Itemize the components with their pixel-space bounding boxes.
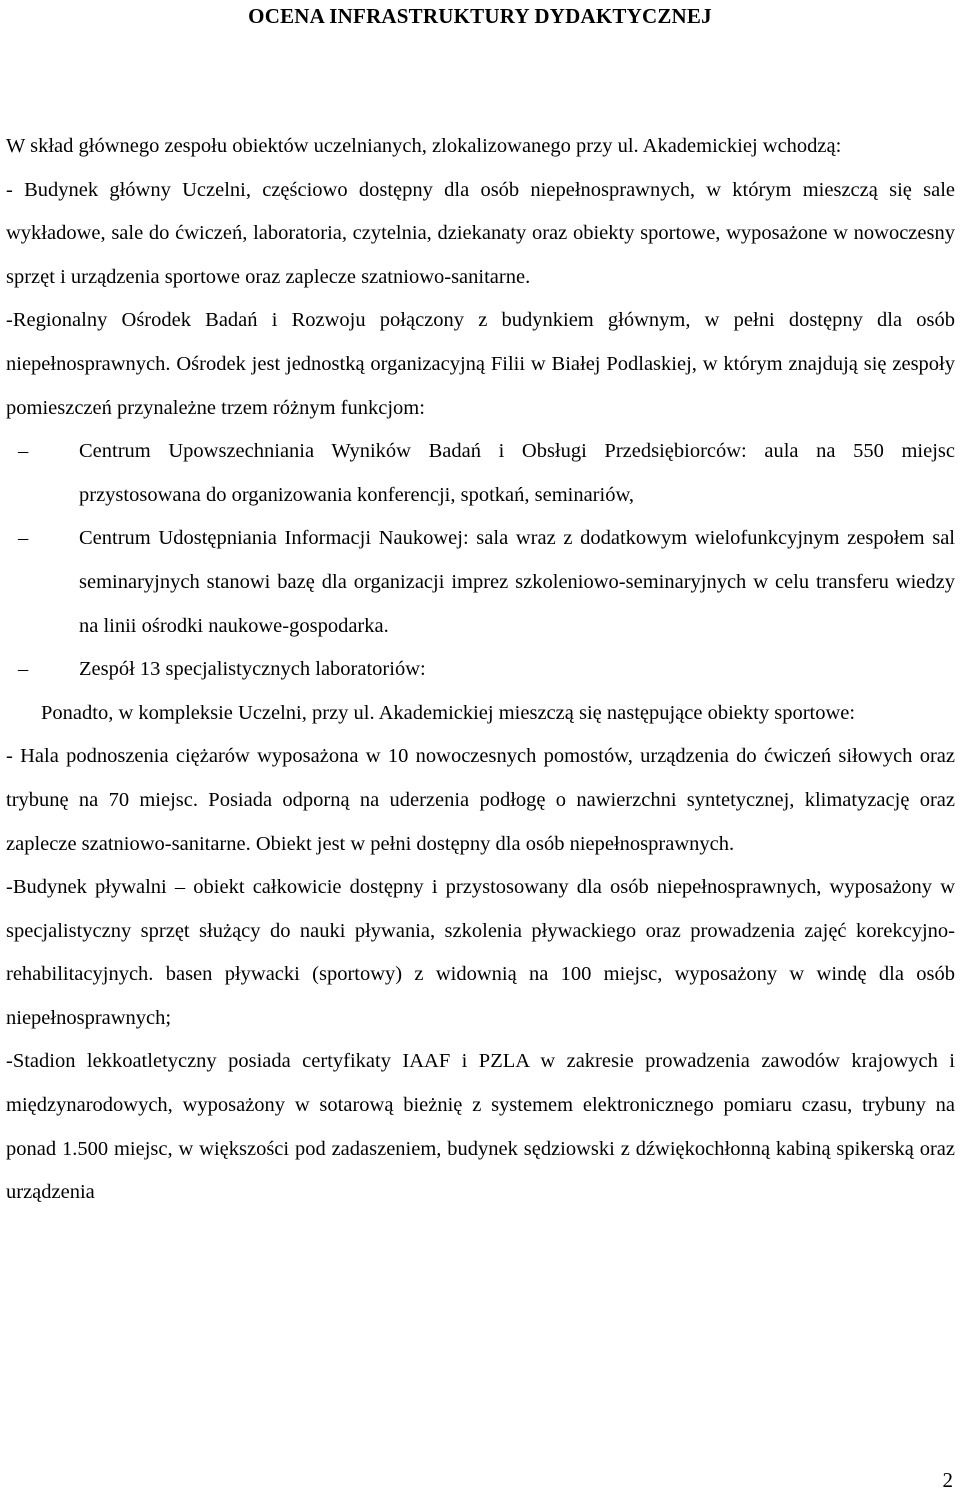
page-number: 2 — [942, 1468, 953, 1492]
pool-paragraph: -Budynek pływalni – obiekt całkowicie dostępny i przystosowany dla osób niepełnosprawnych, wyposażony w specjalistyczny sprzęt służący do nauki pływania, szkolenia pływackiego oraz prowadzenia zajęć korekcyjno-rehabilitacyjnych. basen pływacki (sportowy) z widownią na 100 miejsc, wyposażony w windę dla osób niepełnosprawnych; — [6, 876, 955, 1029]
dash-bullet: – — [18, 658, 29, 681]
list-item-text: Centrum Upowszechniania Wyników Badań i Obsługi Przedsiębiorców: aula na 550 miejsc przystosowana do organizowania konferencji, spotkań, seminariów, — [79, 440, 955, 506]
document-body — [6, 125, 955, 1215]
main-building-paragraph: - Budynek główny Uczelni, częściowo dostępny dla osób niepełnosprawnych, w którym mieszczą się sale wykładowe, sale do ćwiczeń, laboratoria, czytelnia, dziekanaty oraz obiekty sportowe, wyposażone w nowoczesny sprzęt i urządzenia sportowe oraz zaplecze szatniowo-sanitarne. — [6, 178, 955, 288]
list-item — [6, 517, 955, 648]
dash-bullet: – — [18, 527, 29, 550]
stadium-paragraph: -Stadion lekkoatletyczny posiada certyfikaty IAAF i PZLA w zakresie prowadzenia zawodów krajowych i międzynarodowych, wyposażony w sotarową bieżnię z systemem elektronicznego pomiaru czasu, trybuny na ponad 1.500 miejsc, w większości pod zadaszeniem, budynek sędziowski z dźwiękochłonną kabiną spikerską oraz urządzenia — [6, 1050, 955, 1204]
list-item-text: Centrum Udostępniania Informacji Naukowej: sala wraz z dodatkowym wielofunkcyjnym zespołem sal seminaryjnych stanowi bazę dla organizacji imprez szkoleniowo-seminaryjnych w celu transferu wiedzy na linii ośrodki naukowe-gospodarka. — [79, 527, 955, 637]
dash-bullet: – — [18, 440, 29, 463]
list-item — [6, 648, 955, 692]
page-title: OCENA INFRASTRUKTURY DYDAKTYCZNEJ — [248, 4, 712, 28]
list-item — [6, 430, 955, 517]
list-item-text: Zespół 13 specjalistycznych laboratoriów: — [79, 658, 426, 681]
intro-paragraph: W skład głównego zespołu obiektów uczelnianych, zlokalizowanego przy ul. Akademickiej wchodzą: — [6, 135, 842, 157]
sports-intro-paragraph: Ponadto, w kompleksie Uczelni, przy ul. Akademickiej mieszczą się następujące obiekty sportowe: — [41, 701, 856, 724]
regional-center-paragraph: -Regionalny Ośrodek Badań i Rozwoju połączony z budynkiem głównym, w pełni dostępny dla osób niepełnosprawnych. Ośrodek jest jednostką organizacyjną Filii w Białej Podlaskiej, w którym znajdują się zespoły pomieszczeń przynależne trzem różnym funkcjom: — [6, 309, 955, 419]
weightlifting-paragraph: - Hala podnoszenia ciężarów wyposażona w 10 nowoczesnych pomostów, urządzenia do ćwiczeń siłowych oraz trybunę na 70 miejsc. Posiada odporną na uderzenia podłogę o nawierzchni syntetycznej, klimatyzację oraz zaplecze szatniowo-sanitarne. Obiekt jest w pełni dostępny dla osób niepełnosprawnych. — [6, 745, 955, 855]
